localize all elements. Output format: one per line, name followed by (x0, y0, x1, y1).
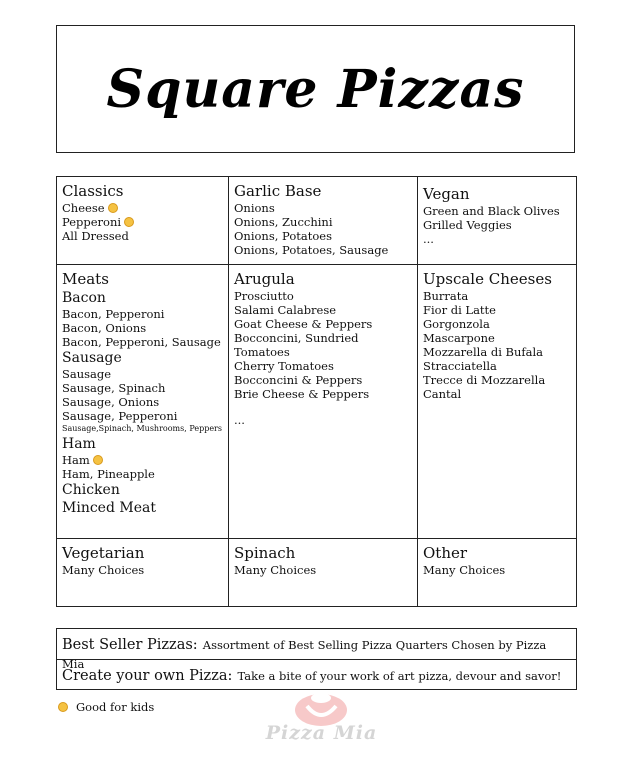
ham-heading: Ham (62, 436, 96, 452)
meats-cell (57, 265, 229, 539)
garlic-base-cell (229, 177, 418, 265)
list-item: Ham (62, 453, 223, 467)
create-own-label: Create your own Pizza: (62, 668, 233, 684)
list-item: Salami Calabrese (234, 303, 337, 317)
list-item: Mozzarella di Bufala (423, 345, 544, 359)
kid-face-icon (124, 217, 134, 227)
classics-heading: Classics (62, 182, 124, 200)
list-item: ... (423, 232, 434, 246)
classics-cell (57, 177, 229, 265)
bacon-heading: Bacon (62, 290, 106, 306)
spinach-cell (229, 539, 418, 607)
spinach-heading: Spinach (234, 544, 296, 562)
list-item: Bacon, Pepperoni, Sausage (62, 335, 221, 349)
list-item: Onions, Zucchini (234, 215, 333, 229)
other-cell (418, 539, 577, 607)
sausage-heading: Sausage (62, 350, 122, 366)
arugula-cell (229, 265, 418, 539)
menu-table (56, 176, 577, 607)
list-item: Onions (234, 201, 275, 215)
upscale-cheeses-cell (418, 265, 577, 539)
page-title: Square Pizzas (106, 58, 525, 120)
list-item: Grilled Veggies (423, 218, 512, 232)
arugula-heading: Arugula (234, 270, 295, 288)
list-item: Sausage (62, 367, 112, 381)
list-item: Gorgonzola (423, 317, 490, 331)
kid-face-icon (93, 455, 103, 465)
list-item: Many Choices (62, 563, 145, 577)
list-item: Bocconcini, Sundried Tomatoes (234, 331, 359, 359)
kid-face-icon (58, 702, 68, 712)
list-item: Cheese (62, 201, 223, 215)
best-seller-label: Best Seller Pizzas: (62, 637, 198, 653)
list-item: Goat Cheese & Peppers (234, 317, 373, 331)
create-own-text: Take a bite of your work of art pizza, devour and savor! (237, 669, 562, 683)
list-item: Cherry Tomatoes (234, 359, 334, 373)
list-item: Bacon, Pepperoni (62, 307, 165, 321)
vegan-heading: Vegan (423, 185, 470, 203)
kid-face-icon (108, 203, 118, 213)
list-item: Sausage,Spinach, Mushrooms, Peppers (62, 424, 222, 433)
legend (58, 700, 154, 714)
vegetarian-cell (57, 539, 229, 607)
list-item: Pepperoni (62, 215, 223, 229)
list-item: Prosciutto (234, 289, 294, 303)
list-item: Sausage, Spinach (62, 381, 166, 395)
list-item: ... (234, 413, 245, 427)
list-item: Trecce di Mozzarella (423, 373, 546, 387)
list-item: Cantal (423, 387, 462, 401)
list-item: Fior di Latte (423, 303, 496, 317)
list-item: Onions, Potatoes (234, 229, 332, 243)
best-seller-text: Assortment of Best Selling Pizza Quarters Chosen by Pizza Mia (62, 638, 547, 671)
list-item: Onions, Potatoes, Sausage (234, 243, 389, 257)
vegetarian-heading: Vegetarian (62, 544, 145, 562)
logo-text: Pizza Mia (265, 722, 378, 744)
minced-meat-heading: Minced Meat (62, 500, 156, 516)
list-item: All Dressed (62, 229, 129, 243)
list-item: Sausage, Pepperoni (62, 409, 178, 423)
list-item: Sausage, Onions (62, 395, 160, 409)
list-item: Stracciatella (423, 359, 497, 373)
vegan-cell (418, 177, 577, 265)
other-heading: Other (423, 544, 468, 562)
list-item: Mascarpone (423, 331, 495, 345)
list-item: Many Choices (234, 563, 317, 577)
create-own-box (56, 659, 577, 690)
best-seller-box (56, 628, 577, 671)
list-item: Bacon, Onions (62, 321, 147, 335)
list-item: Many Choices (423, 563, 506, 577)
legend-text: Good for kids (76, 700, 155, 714)
list-item: Green and Black Olives (423, 204, 560, 218)
list-item: Brie Cheese & Peppers (234, 387, 370, 401)
garlic-base-heading: Garlic Base (234, 182, 322, 200)
upscale-cheeses-heading: Upscale Cheeses (423, 270, 552, 288)
title-box (56, 25, 575, 153)
list-item: Bocconcini & Peppers (234, 373, 363, 387)
pizza-mia-logo (244, 690, 399, 750)
list-item: Burrata (423, 289, 469, 303)
meats-heading: Meats (62, 270, 109, 288)
chicken-heading: Chicken (62, 482, 120, 498)
list-item: Ham, Pineapple (62, 467, 155, 481)
